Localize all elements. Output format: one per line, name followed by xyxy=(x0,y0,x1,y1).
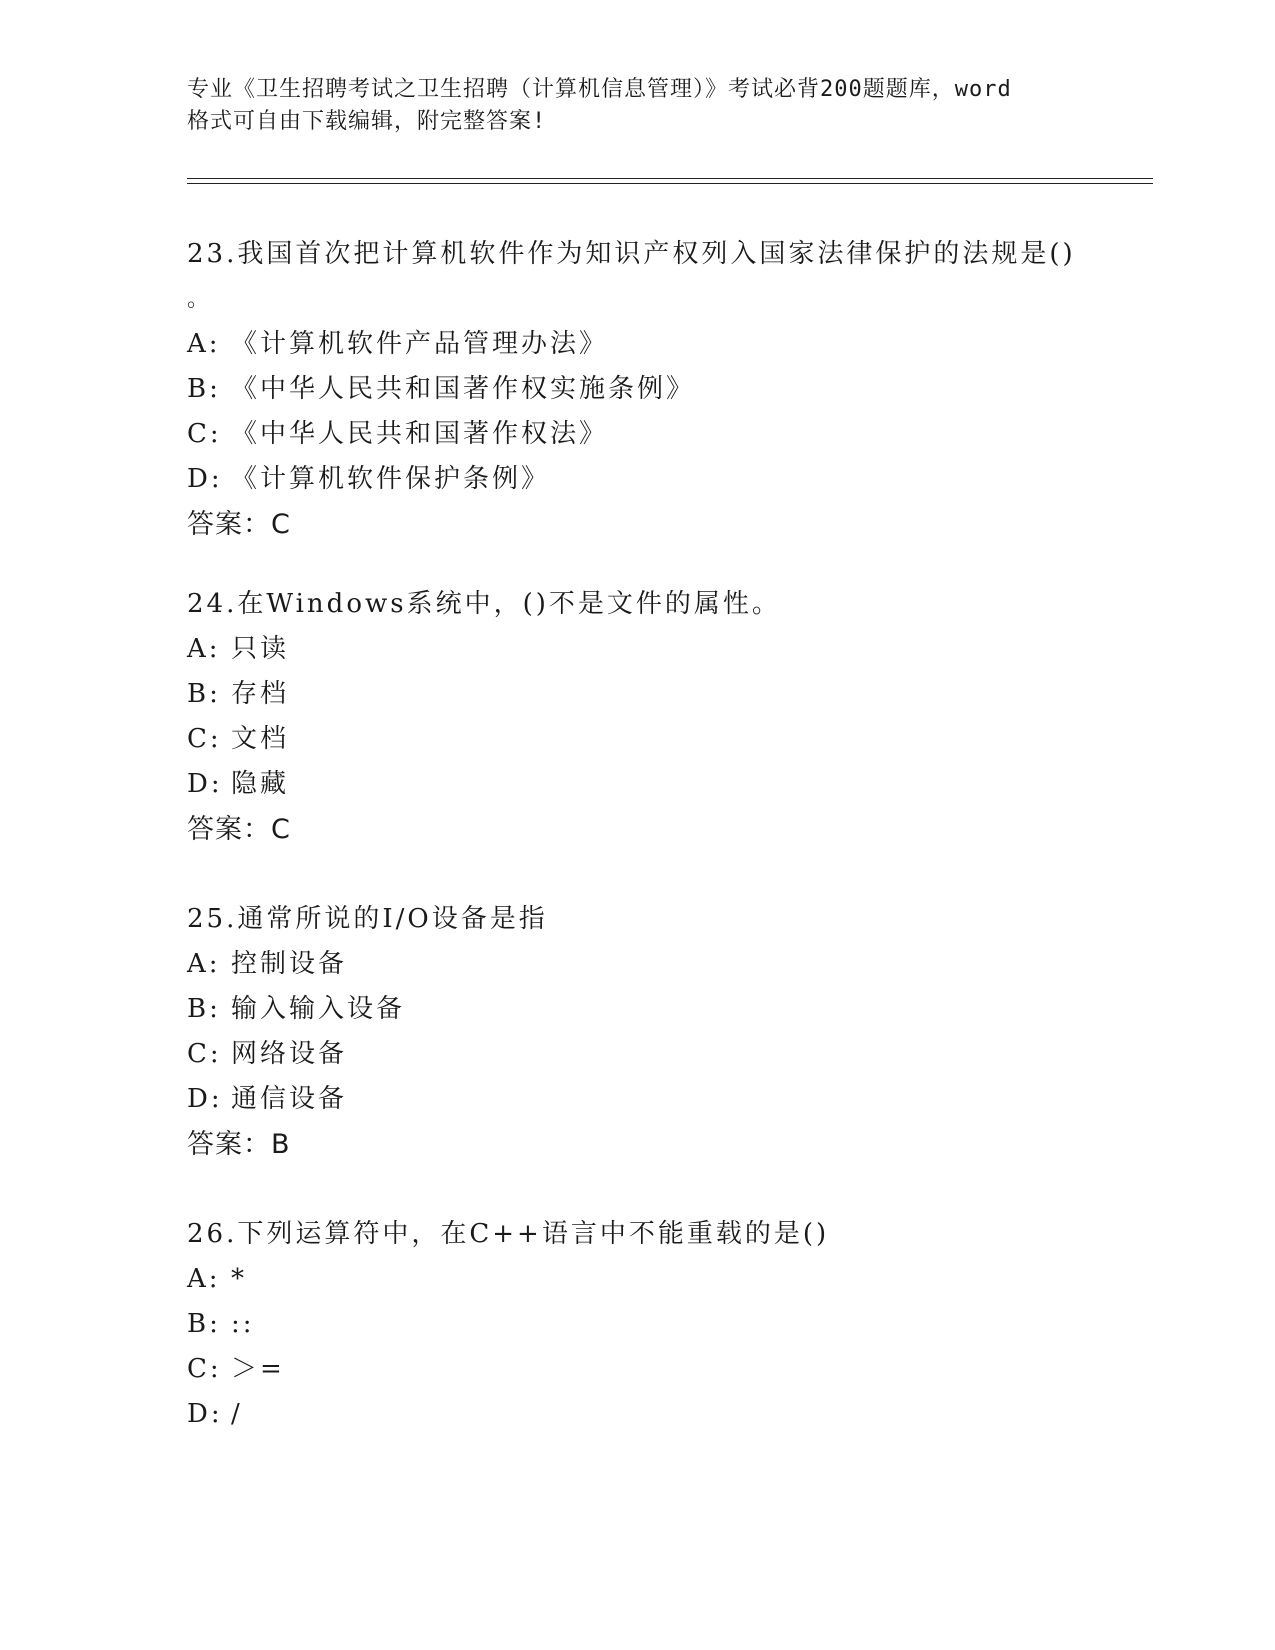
option-prefix: A: xyxy=(187,329,221,359)
option-prefix: D: xyxy=(187,1399,223,1429)
option-prefix: C: xyxy=(187,419,222,449)
option-d xyxy=(187,762,1087,807)
option-text: / xyxy=(231,1399,243,1429)
option-text: * xyxy=(231,1264,247,1294)
option-d xyxy=(187,457,1087,502)
option-prefix: C: xyxy=(187,724,222,754)
option-text: 文档 xyxy=(231,724,290,754)
question-23 xyxy=(187,232,1087,548)
option-a xyxy=(187,1257,1087,1302)
option-prefix: A: xyxy=(187,949,221,979)
document-header xyxy=(187,74,1087,138)
option-text: 输入输入设备 xyxy=(231,994,406,1024)
option-prefix: B: xyxy=(187,374,221,404)
option-b xyxy=(187,1302,1087,1347)
header-divider-bottom xyxy=(187,183,1153,184)
option-b xyxy=(187,672,1087,717)
question-24 xyxy=(187,582,1087,853)
option-prefix: C: xyxy=(187,1039,222,1069)
option-prefix: B: xyxy=(187,994,221,1024)
question-stem: 23.我国首次把计算机软件作为知识产权列入国家法律保护的法规是() xyxy=(187,239,1076,269)
option-prefix: A: xyxy=(187,634,221,664)
question-26 xyxy=(187,1212,1087,1437)
question-stem: 25.通常所说的I/O设备是指 xyxy=(187,904,548,934)
option-text: ＞= xyxy=(231,1354,285,1384)
option-text: 控制设备 xyxy=(231,949,348,979)
option-b xyxy=(187,987,1087,1032)
option-prefix: C: xyxy=(187,1354,222,1384)
option-text: 只读 xyxy=(231,634,290,664)
option-text: 《计算机软件保护条例》 xyxy=(231,464,551,494)
option-c xyxy=(187,412,1087,457)
option-c xyxy=(187,1032,1087,1077)
option-text: 《中华人民共和国著作权法》 xyxy=(231,419,609,449)
header-line-2: 格式可自由下载编辑，附完整答案! xyxy=(187,109,547,134)
option-text: 《计算机软件产品管理办法》 xyxy=(231,329,609,359)
option-prefix: D: xyxy=(187,1084,223,1114)
option-a xyxy=(187,627,1087,672)
option-text: :: xyxy=(231,1309,255,1339)
option-b xyxy=(187,367,1087,412)
option-a xyxy=(187,322,1087,367)
option-prefix: B: xyxy=(187,679,221,709)
option-c xyxy=(187,717,1087,762)
answer-label: 答案：C xyxy=(187,509,291,540)
option-text: 网络设备 xyxy=(231,1039,348,1069)
option-d xyxy=(187,1392,1087,1437)
option-text: 存档 xyxy=(231,679,290,709)
question-stem: 26.下列运算符中，在C++语言中不能重载的是() xyxy=(187,1219,830,1249)
question-25 xyxy=(187,897,1087,1168)
option-prefix: A: xyxy=(187,1264,221,1294)
option-text: 《中华人民共和国著作权实施条例》 xyxy=(231,374,696,404)
option-text: 通信设备 xyxy=(231,1084,348,1114)
question-stem: 24.在Windows系统中，()不是文件的属性。 xyxy=(187,589,781,619)
option-prefix: D: xyxy=(187,464,223,494)
answer-label: 答案：C xyxy=(187,814,291,845)
question-stem-continuation: 。 xyxy=(187,287,210,312)
option-prefix: D: xyxy=(187,769,223,799)
option-text: 隐藏 xyxy=(231,769,290,799)
header-line-1: 专业《卫生招聘考试之卫生招聘（计算机信息管理）》考试必背200题题库，word xyxy=(187,77,1012,102)
option-d xyxy=(187,1077,1087,1122)
header-divider-top xyxy=(187,178,1153,179)
answer-label: 答案：B xyxy=(187,1129,291,1160)
option-a xyxy=(187,942,1087,987)
option-c xyxy=(187,1347,1087,1392)
option-prefix: B: xyxy=(187,1309,221,1339)
